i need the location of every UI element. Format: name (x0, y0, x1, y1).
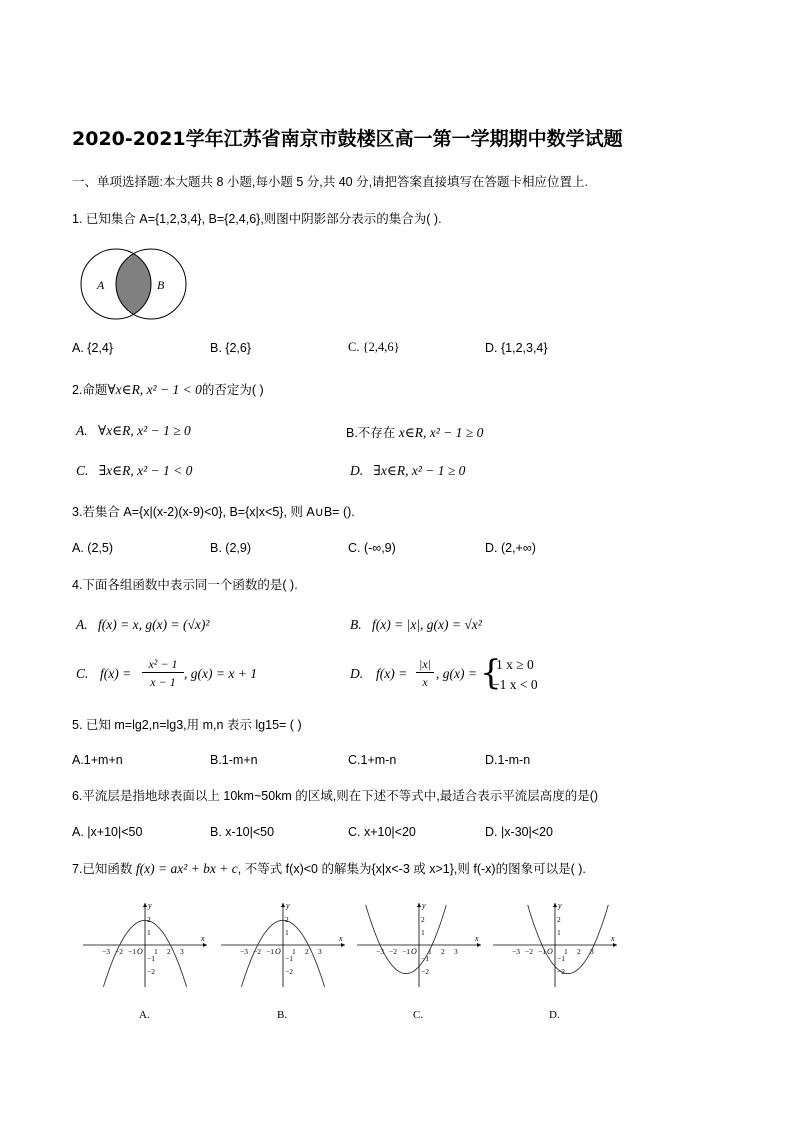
x-tick-label: −2 (389, 947, 397, 956)
q3-option-c: C. (-∞,9) (348, 541, 396, 555)
q4-option-d: D. f(x) = |x| x , g(x) = { 1 x ≥ 0 −1 x < 0 (350, 653, 538, 693)
q6-option-d: D. |x-30|<20 (485, 825, 553, 839)
x-tick-label: 2 (305, 947, 309, 956)
x-axis-label: x (475, 934, 479, 943)
y-tick-label: −1 (147, 954, 155, 963)
q5-option-c: C.1+m-n (348, 753, 397, 767)
q3-option-a: A. (2,5) (72, 541, 113, 555)
y-tick-label: 1 (421, 928, 425, 937)
x-tick-label: 1 (428, 947, 432, 956)
y-tick-label: 1 (147, 928, 151, 937)
x-tick-label: −1 (402, 947, 410, 956)
x-tick-label: −2 (253, 947, 261, 956)
x-tick-label: 3 (454, 947, 458, 956)
x-tick-label: 2 (577, 947, 581, 956)
q1-option-d: D. {1,2,3,4} (485, 341, 548, 355)
y-tick-label: 1 (285, 928, 289, 937)
q2-math: ∀x∈R, x² − 1 < 0 (107, 382, 202, 397)
page-title: 2020-2021学年江苏省南京市鼓楼区高一第一学期期中数学试题 (72, 128, 623, 150)
q2-option-a: A. ∀x∈R, x² − 1 ≥ 0 (76, 423, 191, 438)
y-arrow (553, 903, 557, 907)
parabola-curve (366, 905, 447, 974)
y-arrow (281, 903, 285, 907)
q2-option-b: B.不存在 x∈R, x² − 1 ≥ 0 (346, 425, 484, 440)
y-tick-label: −2 (285, 967, 293, 976)
x-arrow (613, 943, 617, 947)
x-axis-label: x (611, 934, 615, 943)
x-tick-label: −1 (266, 947, 274, 956)
q3-option-d: D. (2,+∞) (485, 541, 536, 555)
q5-option-a: A.1+m+n (72, 753, 123, 767)
parabola-curve (528, 905, 609, 974)
question-6-stem: 6.平流层是指地球表面以上 10km~50km 的区域,则在下述不等式中,最适合表示平流层高度的是() (72, 789, 599, 803)
q4c-numerator: x² − 1 (142, 657, 184, 673)
y-tick-label: 1 (557, 928, 561, 937)
q2-prefix: 2.命题 (72, 383, 108, 397)
question-7-stem: 7.已知函数 f(x) = ax² + bx + c, 不等式 f(x)<0 的解集为{x|x<-3 或 x>1},则 f(-x)的图象可以是( ). (72, 861, 586, 876)
y-tick-label: −2 (557, 967, 565, 976)
q6-option-c: C. x+10|<20 (348, 825, 416, 839)
venn-label-a: A (97, 278, 105, 292)
y-tick-label: −1 (557, 954, 565, 963)
section-header: 一、单项选择题:本大题共 8 小题,每小题 5 分,共 40 分,请把答案直接填写在答题卡相应位置上. (72, 175, 589, 189)
x-arrow (203, 943, 207, 947)
y-tick-label: −1 (421, 954, 429, 963)
x-tick-label: 2 (441, 947, 445, 956)
x-tick-label: 1 (292, 947, 296, 956)
q2-suffix: 的否定为( ) (201, 383, 264, 397)
q1-option-c: C. {2,4,6} (348, 340, 400, 354)
origin-label: O (275, 947, 281, 956)
y-axis-label: y (286, 901, 290, 910)
graph-label: A. (139, 1009, 150, 1021)
q6-option-a: A. |x+10|<50 (72, 825, 143, 839)
x-tick-label: 1 (154, 947, 158, 956)
question-4-stem: 4.下面各组函数中表示同一个函数的是( ). (72, 578, 298, 592)
y-tick-label: 2 (557, 915, 561, 924)
question-5-stem: 5. 已知 m=lg2,n=lg3,用 m,n 表示 lg15= ( ) (72, 718, 302, 732)
x-tick-label: 3 (318, 947, 322, 956)
x-tick-label: −3 (512, 947, 520, 956)
y-tick-label: 2 (421, 915, 425, 924)
x-tick-label: −1 (128, 947, 136, 956)
q7-graphs (75, 900, 635, 1030)
venn-diagram (70, 245, 200, 325)
y-tick-label: −1 (285, 954, 293, 963)
x-arrow (477, 943, 481, 947)
q5-option-d: D.1-m-n (485, 753, 531, 767)
q4d-numerator: |x| (416, 657, 434, 673)
q5-option-b: B.1-m+n (210, 753, 258, 767)
q4c-denominator: x − 1 (150, 675, 176, 689)
y-tick-label: 2 (285, 915, 289, 924)
y-axis-label: y (558, 901, 562, 910)
graph-label: B. (277, 1009, 288, 1021)
venn-label-b: B (157, 278, 165, 292)
q2-option-c: C. ∃x∈R, x² − 1 < 0 (76, 463, 193, 478)
y-arrow (143, 903, 147, 907)
origin-label: O (547, 947, 553, 956)
brace: { (480, 653, 502, 693)
x-tick-label: −3 (376, 947, 384, 956)
q2-option-d: D. ∃x∈R, x² − 1 ≥ 0 (350, 463, 466, 478)
q6-option-b: B. x-10|<50 (210, 825, 275, 839)
y-tick-label: 2 (147, 915, 151, 924)
y-tick-label: −2 (147, 967, 155, 976)
x-tick-label: 1 (564, 947, 568, 956)
q1-option-a: A. {2,4} (72, 341, 114, 355)
graph-label: D. (549, 1009, 560, 1021)
question-2-stem (72, 382, 264, 398)
x-tick-label: 3 (590, 947, 594, 956)
x-tick-label: −2 (115, 947, 123, 956)
y-axis-label: y (148, 901, 152, 910)
x-tick-label: 2 (167, 947, 171, 956)
q4-option-b: B. f(x) = |x|, g(x) = √x² (350, 617, 482, 632)
q4d-denominator: x (422, 675, 428, 689)
x-axis-label: x (201, 934, 205, 943)
origin-label: O (137, 947, 143, 956)
q3-option-b: B. (2,9) (210, 541, 251, 555)
question-3-stem: 3.若集合 A={x|(x-2)(x-9)<0}, B={x|x<5}, 则 A∪B= (). (72, 505, 355, 519)
x-tick-label: 3 (180, 947, 184, 956)
origin-label: O (411, 947, 417, 956)
x-axis-label: x (339, 934, 343, 943)
x-tick-label: −1 (538, 947, 546, 956)
x-tick-label: −3 (102, 947, 110, 956)
x-arrow (341, 943, 345, 947)
q1-option-b: B. {2,6} (210, 341, 252, 355)
y-arrow (417, 903, 421, 907)
x-tick-label: −2 (525, 947, 533, 956)
q4-option-a: A. f(x) = x, g(x) = (√x)² (76, 617, 210, 632)
x-tick-label: −3 (240, 947, 248, 956)
y-axis-label: y (422, 901, 426, 910)
question-1-stem: 1. 已知集合 A={1,2,3,4}, B={2,4,6},则图中阴影部分表示的集合为( ). (72, 212, 442, 226)
y-tick-label: −2 (421, 967, 429, 976)
graph-label: C. (413, 1009, 424, 1021)
